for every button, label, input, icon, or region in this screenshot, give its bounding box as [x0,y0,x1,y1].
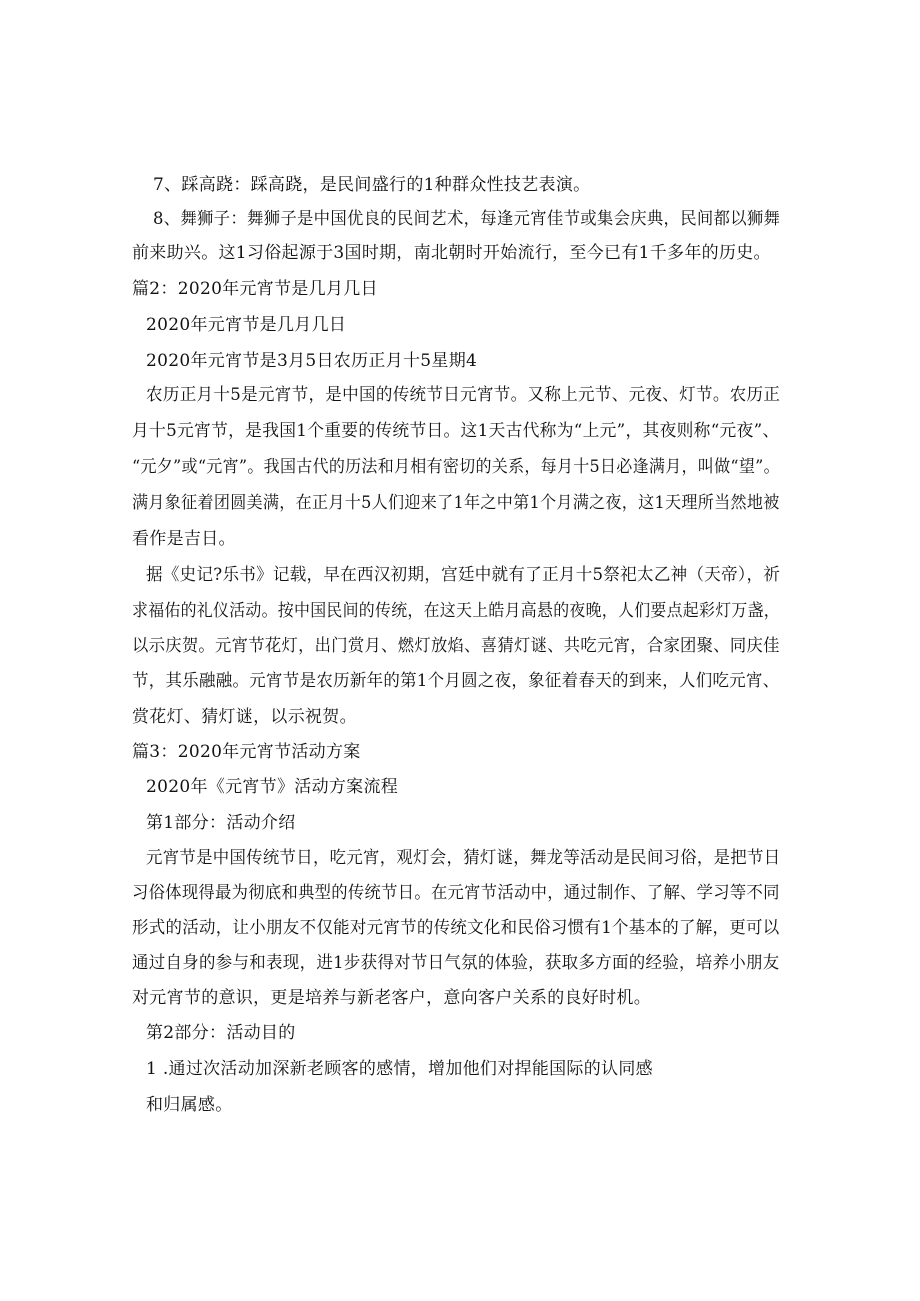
text-line: 赏花灯、猜灯谜，以示祝贺。 [132,707,357,727]
text-line: 8、舞狮子：舞狮子是中国优良的民间艺术，每逢元宵佳节或集会庆典，民间都以狮舞 [153,209,781,229]
text-line: 1 .通过次活动加深新老顾客的感情，增加他们对捍能国际的认同感 [146,1059,653,1079]
text-line: 习俗体现得最为彻底和典型的传统节日。在元宵节活动中，通过制作、了解、学习等不同 [132,883,780,903]
text-line: 满月象征着团圆美满，在正月十5人们迎来了1年之中第1个月满之夜，这1天理所当然地被 [132,493,780,513]
section-heading: 篇3：2020年元宵节活动方案 [132,742,361,762]
text-line: 以示庆贺。元宵节花灯，出门赏月、燃灯放焰、喜猜灯谜、共吃元宵，合家团聚、同庆佳 [132,636,780,656]
text-line: 2020年元宵节是3月5日农历正月十5星期4 [146,351,478,371]
text-line: 对元宵节的意识，更是培养与新老客户，意向客户关系的良好时机。 [132,988,651,1008]
text-line: 2020年元宵节是几月几日 [146,315,347,335]
text-line: 求福佑的礼仪活动。按中国民间的传统，在这天上皓月高悬的夜晚，人们要点起彩灯万盏， [132,601,780,621]
text-line: 通过自身的参与和表现，进1步获得对节日气氛的体验，获取多方面的经验，培养小朋友 [132,953,780,973]
section-heading: 篇2：2020年元宵节是几月几日 [132,279,378,299]
text-line: 形式的活动，让小朋友不仅能对元宵节的传统文化和民俗习惯有1个基本的了解，更可以 [132,918,780,938]
text-line: 2020年《元宵节》活动方案流程 [146,777,399,797]
text-line: 前来助兴。这1习俗起源于3国时期，南北朝时开始流行，至今已有1千多年的历史。 [132,243,771,263]
text-line: 月十5元宵节，是我国1个重要的传统节日。这1天古代称为“上元”，其夜则称“元夜”、 [132,421,780,441]
text-line: 农历正月十5是元宵节，是中国的传统节日元宵节。又称上元节、元夜、灯节。农历正 [146,385,781,405]
text-line: 元宵节是中国传统节日，吃元宵，观灯会，猜灯谜，舞龙等活动是民间习俗，是把节日 [146,848,781,868]
text-line: “元夕”或“元宵”。我国古代的历法和月相有密切的关系，每月十5日必逢满月，叫做“望”。 [132,457,780,477]
text-line: 7、踩高跷：踩高跷，是民间盛行的1种群众性技艺表演。 [153,175,591,195]
text-line: 节，其乐融融。元宵节是农历新年的第1个月圆之夜，象征着春天的到来，人们吃元宵、 [132,671,780,691]
text-line: 和归属感。 [146,1095,233,1115]
text-line: 看作是吉日。 [132,529,236,549]
text-line: 据《史记?乐书》记载，早在西汉初期，宫廷中就有了正月十5祭祀太乙神（天帝），祈 [146,565,781,585]
text-line: 第1部分：活动介绍 [146,813,296,833]
text-line: 第2部分：活动目的 [146,1023,296,1043]
